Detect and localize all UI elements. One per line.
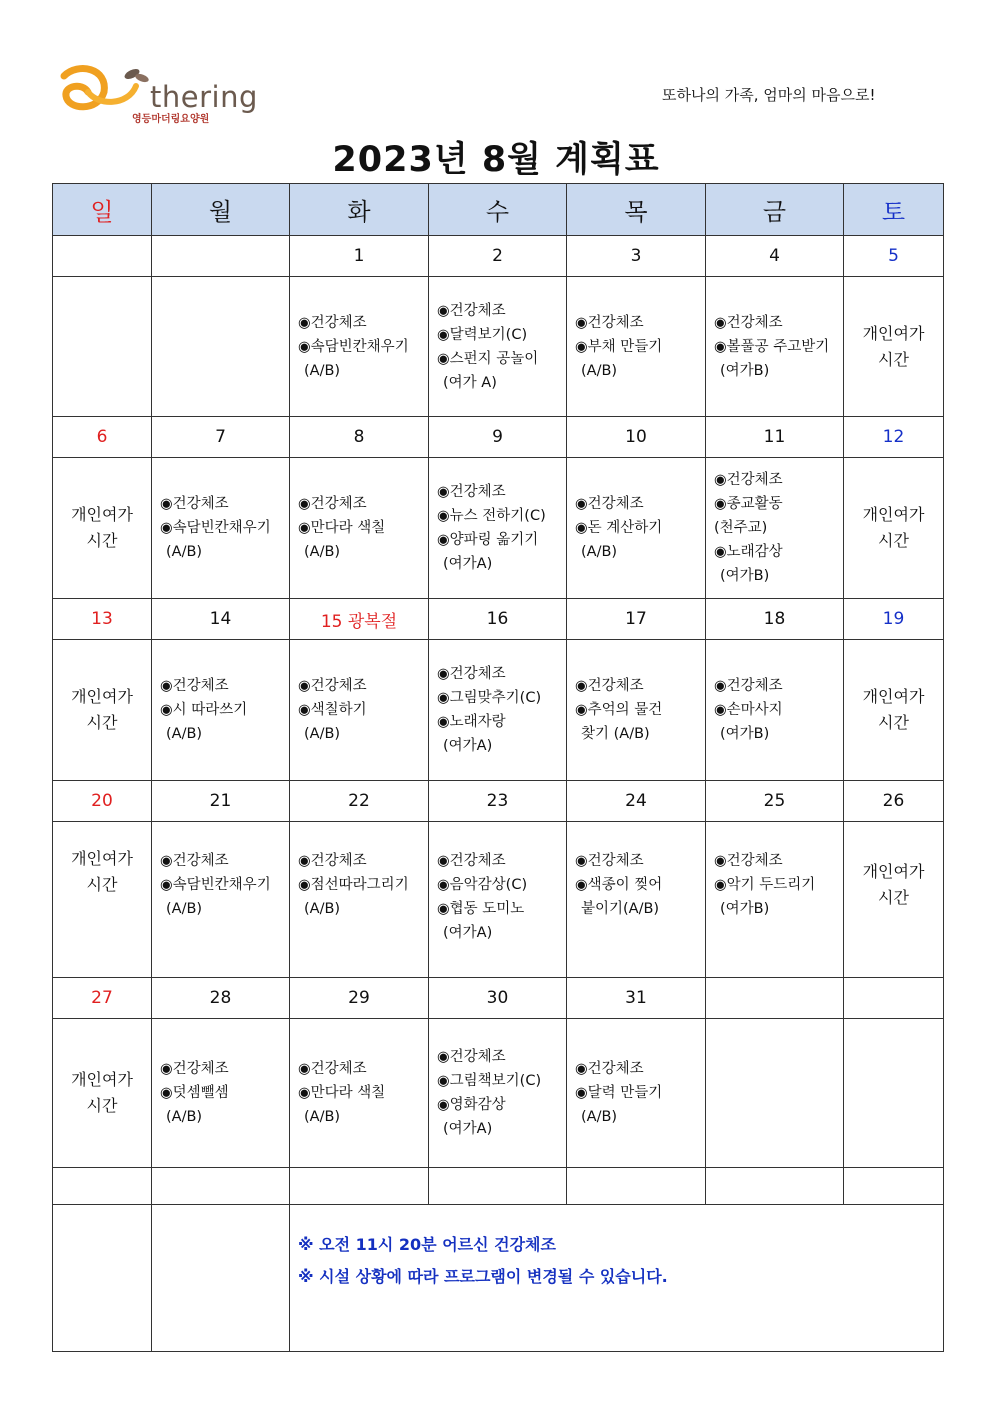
date-cell: 17 — [567, 599, 706, 640]
weekday-mon: 월 — [152, 184, 290, 236]
activity-line: (천주교) — [714, 520, 768, 536]
date-cell: 31 — [567, 978, 706, 1019]
weekday-tue: 화 — [290, 184, 429, 236]
activity-cell — [53, 640, 152, 781]
activity-cell — [567, 640, 706, 781]
free-time-line: 개인여가 — [71, 849, 133, 868]
activity-line: ◉건강체조 — [298, 314, 367, 331]
activity-line: ◉건강체조 — [575, 678, 644, 694]
activity-line: ◉건강체조 — [160, 1061, 229, 1077]
date-cell: 1 — [290, 236, 429, 277]
activity-cell — [152, 458, 290, 599]
notes-row — [53, 1205, 944, 1352]
activity-line: ◉건강체조 — [714, 472, 783, 488]
activity-line: ◉건강체조 — [298, 1061, 367, 1077]
free-time-line: 개인여가 — [71, 687, 133, 706]
date-cell: 21 — [152, 781, 290, 822]
activity-cell — [290, 458, 429, 599]
activity-line: ◉건강체조 — [575, 853, 644, 869]
date-cell — [706, 978, 844, 1019]
activity-cell — [290, 1019, 429, 1168]
activity-cell — [844, 1019, 944, 1168]
logo-subtitle: 영등마더링요양원 — [132, 114, 210, 125]
free-time-line: 시간 — [86, 1096, 118, 1115]
date-cell: 5 — [844, 236, 944, 277]
free-time-line: 시간 — [878, 713, 909, 732]
activity-line: (A/B) — [581, 544, 618, 560]
activity-line: (A/B) — [581, 362, 618, 379]
weekday-thu: 목 — [567, 184, 706, 236]
activity-cell — [429, 458, 567, 599]
date-cell: 24 — [567, 781, 706, 822]
date-cell: 25 — [706, 781, 844, 822]
activity-line: (여가A) — [443, 738, 493, 754]
date-row — [53, 978, 944, 1019]
activity-row — [53, 458, 944, 599]
date-cell: 16 — [429, 599, 567, 640]
date-cell — [844, 978, 944, 1019]
free-time-line: 시간 — [86, 713, 118, 732]
activity-cell — [53, 277, 152, 417]
activity-line: ◉속담빈칸채우기 — [298, 338, 409, 355]
activity-line: ◉건강체조 — [714, 678, 783, 694]
date-cell: 4 — [706, 236, 844, 277]
activity-cell — [290, 822, 429, 978]
activity-cell — [567, 1019, 706, 1168]
free-time-line: 개인여가 — [862, 862, 925, 881]
activity-cell — [152, 640, 290, 781]
activity-cell — [706, 458, 844, 599]
activity-line: ◉추억의 물건 — [575, 702, 663, 718]
activity-line: ◉속담빈칸채우기 — [160, 877, 271, 893]
activity-line: ◉건강체조 — [714, 853, 783, 869]
date-cell: 14 — [152, 599, 290, 640]
activity-line: ◉건강체조 — [160, 853, 229, 869]
activity-cell — [706, 277, 844, 417]
activity-line: ◉건강체조 — [714, 314, 783, 331]
date-row — [53, 236, 944, 277]
activity-line: (여가 A) — [443, 374, 497, 391]
free-time-line: 시간 — [878, 531, 909, 550]
activity-line: ◉스펀지 공놀이 — [437, 350, 539, 367]
activity-line: ◉노래자랑 — [437, 714, 506, 730]
date-cell: 10 — [567, 417, 706, 458]
activity-line: ◉부채 만들기 — [575, 338, 663, 355]
activity-line: ◉색칠하기 — [298, 702, 367, 718]
date-cell: 7 — [152, 417, 290, 458]
activity-line: ◉달력보기(C) — [437, 326, 528, 343]
activity-cell — [706, 822, 844, 978]
activity-line: (A/B) — [304, 726, 341, 742]
activity-line: ◉건강체조 — [298, 853, 367, 869]
logo-text: thering — [150, 80, 258, 114]
weekday-sat: 토 — [844, 184, 944, 236]
activity-cell — [567, 458, 706, 599]
activity-line: (A/B) — [304, 1109, 341, 1125]
activity-line: ◉종교활동 — [714, 496, 783, 512]
activity-line: (A/B) — [304, 362, 341, 379]
activity-line: ◉악기 두드리기 — [714, 877, 816, 893]
activity-cell — [844, 277, 944, 417]
weekday-fri: 금 — [706, 184, 844, 236]
free-time-line: 개인여가 — [71, 1070, 133, 1089]
activity-line: ◉돈 계산하기 — [575, 520, 663, 536]
activity-cell — [567, 822, 706, 978]
date-cell: 2 — [429, 236, 567, 277]
activity-line: ◉색종이 찢어 — [575, 877, 663, 893]
activity-line: ◉건강체조 — [575, 314, 644, 331]
activity-line: ◉음악감상(C) — [437, 877, 528, 893]
activity-row — [53, 1019, 944, 1168]
activity-line: ◉그림책보기(C) — [437, 1073, 542, 1089]
activity-cell — [706, 640, 844, 781]
activity-line: (A/B) — [304, 544, 341, 560]
activity-cell — [152, 277, 290, 417]
weekday-header-row — [53, 184, 944, 236]
activity-line: ◉점선따라그리기 — [298, 877, 409, 893]
activity-cell — [152, 822, 290, 978]
weekday-sun: 일 — [53, 184, 152, 236]
free-time-line: 시간 — [878, 888, 909, 907]
activity-cell — [53, 458, 152, 599]
notes-cell — [290, 1205, 944, 1352]
note-line: ※ 오전 11시 20분 어르신 건강체조 — [298, 1235, 556, 1254]
free-time-line: 개인여가 — [862, 687, 925, 706]
activity-line: ◉건강체조 — [298, 678, 367, 694]
logo — [58, 62, 278, 126]
activity-line: ◉협동 도미노 — [437, 901, 525, 917]
activity-line: ◉건강체조 — [437, 484, 506, 500]
date-cell: 19 — [844, 599, 944, 640]
activity-row — [53, 822, 944, 978]
activity-line: ◉건강체조 — [298, 496, 367, 512]
date-cell: 28 — [152, 978, 290, 1019]
empty-row — [53, 1168, 944, 1205]
free-time-line: 개인여가 — [862, 323, 925, 343]
activity-line: ◉시 따라쓰기 — [160, 702, 248, 718]
activity-line: ◉건강체조 — [575, 496, 644, 512]
activity-cell — [429, 822, 567, 978]
activity-cell — [844, 822, 944, 978]
date-cell: 9 — [429, 417, 567, 458]
calendar-table — [52, 183, 944, 1352]
activity-line: ◉건강체조 — [437, 1049, 506, 1065]
activity-line: 붙이기(A/B) — [581, 901, 660, 917]
activity-line: (A/B) — [166, 901, 203, 917]
weekday-wed: 수 — [429, 184, 567, 236]
activity-line: ◉볼풀공 주고받기 — [714, 338, 830, 355]
activity-line: ◉속담빈칸채우기 — [160, 520, 271, 536]
activity-line: 찾기 (A/B) — [581, 726, 650, 742]
activity-line: ◉영화감상 — [437, 1097, 506, 1113]
activity-line: (여가B) — [720, 726, 770, 742]
activity-cell — [567, 277, 706, 417]
date-cell: 3 — [567, 236, 706, 277]
activity-line: (여가B) — [720, 362, 770, 379]
date-row — [53, 781, 944, 822]
activity-line: (여가A) — [443, 925, 493, 941]
date-row — [53, 599, 944, 640]
activity-cell — [844, 458, 944, 599]
activity-line: ◉건강체조 — [437, 302, 506, 319]
activity-line: ◉만다라 색칠 — [298, 520, 386, 536]
activity-line: ◉노래감상 — [714, 544, 783, 560]
date-cell — [152, 236, 290, 277]
date-cell: 13 — [53, 599, 152, 640]
activity-line: ◉손마사지 — [714, 702, 783, 718]
activity-cell — [290, 277, 429, 417]
activity-row — [53, 277, 944, 417]
activity-cell — [429, 277, 567, 417]
slogan: 또하나의 가족, 엄마의 마음으로! — [662, 86, 876, 104]
activity-line: ◉그림맞추기(C) — [437, 690, 542, 706]
note-line: ※ 시설 상황에 따라 프로그램이 변경될 수 있습니다. — [298, 1267, 668, 1286]
date-cell: 12 — [844, 417, 944, 458]
date-cell: 30 — [429, 978, 567, 1019]
date-cell: 27 — [53, 978, 152, 1019]
activity-line: (여가A) — [443, 1121, 493, 1137]
activity-line: (A/B) — [166, 544, 203, 560]
date-cell: 26 — [844, 781, 944, 822]
date-cell: 11 — [706, 417, 844, 458]
activity-cell — [706, 1019, 844, 1168]
activity-cell — [429, 1019, 567, 1168]
date-cell: 18 — [706, 599, 844, 640]
activity-line: (여가A) — [443, 556, 493, 572]
activity-line: ◉건강체조 — [160, 496, 229, 512]
free-time-line: 개인여가 — [862, 505, 925, 524]
date-row — [53, 417, 944, 458]
date-cell: 29 — [290, 978, 429, 1019]
activity-cell — [53, 822, 152, 978]
date-cell: 23 — [429, 781, 567, 822]
date-cell: 6 — [53, 417, 152, 458]
activity-cell — [844, 640, 944, 781]
activity-line: (A/B) — [581, 1109, 618, 1125]
activity-line: ◉뉴스 전하기(C) — [437, 508, 546, 524]
holiday-date-cell: 15 광복절 — [290, 599, 429, 640]
activity-line: ◉건강체조 — [437, 666, 506, 682]
date-cell: 22 — [290, 781, 429, 822]
activity-line: (여가B) — [720, 901, 770, 917]
date-cell — [53, 236, 152, 277]
activity-line: (A/B) — [166, 726, 203, 742]
free-time-line: 시간 — [878, 349, 909, 369]
activity-line: ◉건강체조 — [575, 1061, 644, 1077]
activity-cell — [429, 640, 567, 781]
activity-row — [53, 640, 944, 781]
activity-line: (A/B) — [166, 1109, 203, 1125]
date-cell: 20 — [53, 781, 152, 822]
activity-line: ◉양파링 옮기기 — [437, 532, 539, 548]
activity-line: (여가B) — [720, 568, 770, 584]
activity-line: (A/B) — [304, 901, 341, 917]
activity-line: ◉건강체조 — [160, 678, 229, 694]
activity-cell — [152, 1019, 290, 1168]
activity-cell — [53, 1019, 152, 1168]
free-time-line: 개인여가 — [71, 505, 133, 524]
activity-line: ◉달력 만들기 — [575, 1085, 663, 1101]
activity-line: ◉만다라 색칠 — [298, 1085, 386, 1101]
activity-cell — [290, 640, 429, 781]
free-time-line: 시간 — [86, 875, 118, 894]
date-cell: 8 — [290, 417, 429, 458]
activity-line: ◉건강체조 — [437, 853, 506, 869]
activity-line: ◉덧셈뺄셈 — [160, 1085, 229, 1101]
page-title: 2023년 8월 계획표 — [332, 140, 660, 180]
free-time-line: 시간 — [86, 531, 118, 550]
